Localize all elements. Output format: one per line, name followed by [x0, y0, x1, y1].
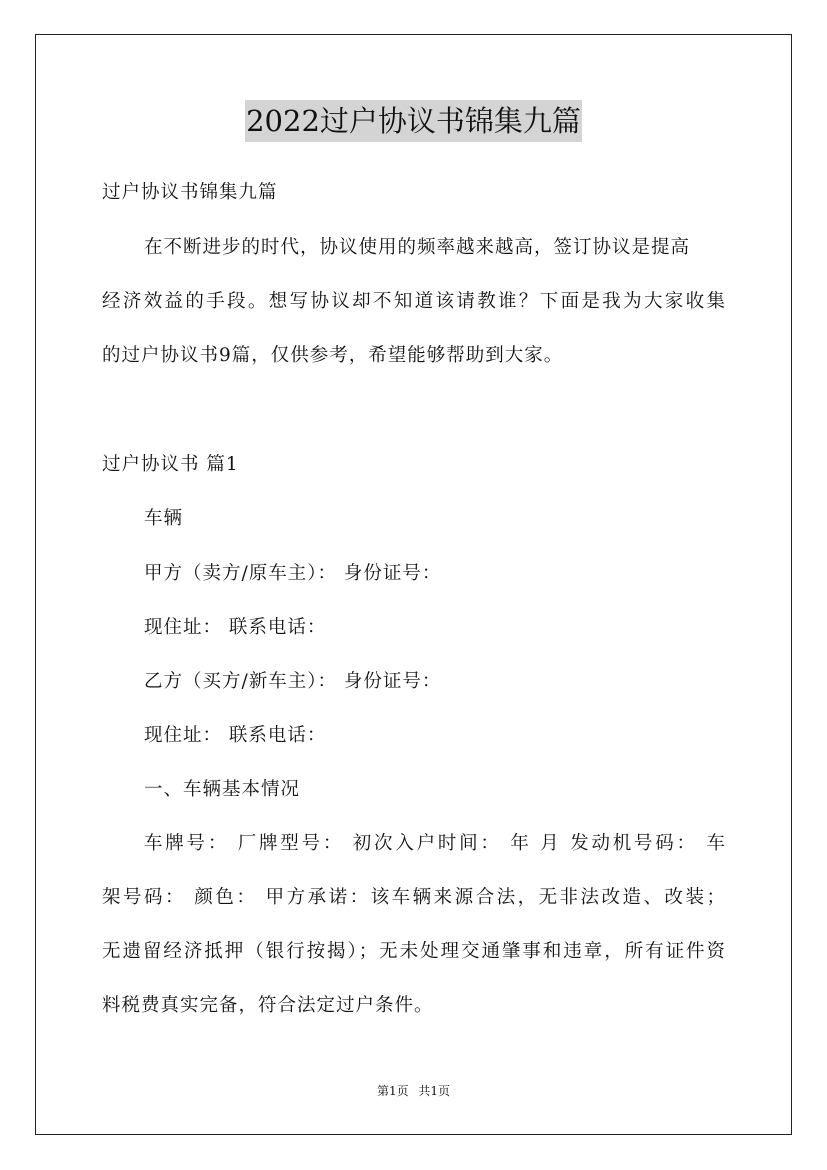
paragraph-line: 车辆 [144, 508, 184, 529]
paragraph-line: 现住址： 联系电话： [144, 725, 327, 746]
page-footer [0, 1083, 827, 1099]
intro-line-1: 在不断进步的时代，协议使用的频率越来越高，签订协议是提高 [144, 237, 691, 258]
paragraph-line: 乙方（买方/新车主）： 身份证号： [144, 671, 442, 692]
paragraph-line: 无遗留经济抵押（银行按揭）；无未处理交通肇事和违章，所有证件资 [102, 941, 726, 962]
paragraph-line: 架号码： 颜色： 甲方承诺：该车辆来源合法，无非法改造、改装； [102, 887, 726, 908]
paragraph-line: 车牌号： 厂牌型号： 初次入户时间： 年 月 发动机号码： 车 [144, 833, 726, 854]
page-total: 共1页 [418, 1084, 451, 1098]
subtitle-line: 过户协议书锦集九篇 [102, 182, 278, 203]
subsection-heading: 一、车辆基本情况 [144, 779, 301, 800]
paragraph-line: 料税费真实完备，符合法定过户条件。 [102, 995, 434, 1016]
intro-line-2: 经济效益的手段。想写协议却不知道该请教谁？下面是我为大家收集 [102, 291, 726, 312]
document-title-wrap [0, 100, 827, 142]
paragraph-line: 甲方（卖方/原车主）： 身份证号： [144, 563, 442, 584]
paragraph-line: 现住址： 联系电话： [144, 617, 327, 638]
section-heading: 过户协议书 篇1 [102, 454, 239, 475]
document-title: 2022过户协议书锦集九篇 [245, 100, 582, 142]
intro-line-3: 的过户协议书9篇，仅供参考，希望能够帮助到大家。 [102, 345, 564, 366]
page-number: 第1页 [376, 1084, 409, 1098]
